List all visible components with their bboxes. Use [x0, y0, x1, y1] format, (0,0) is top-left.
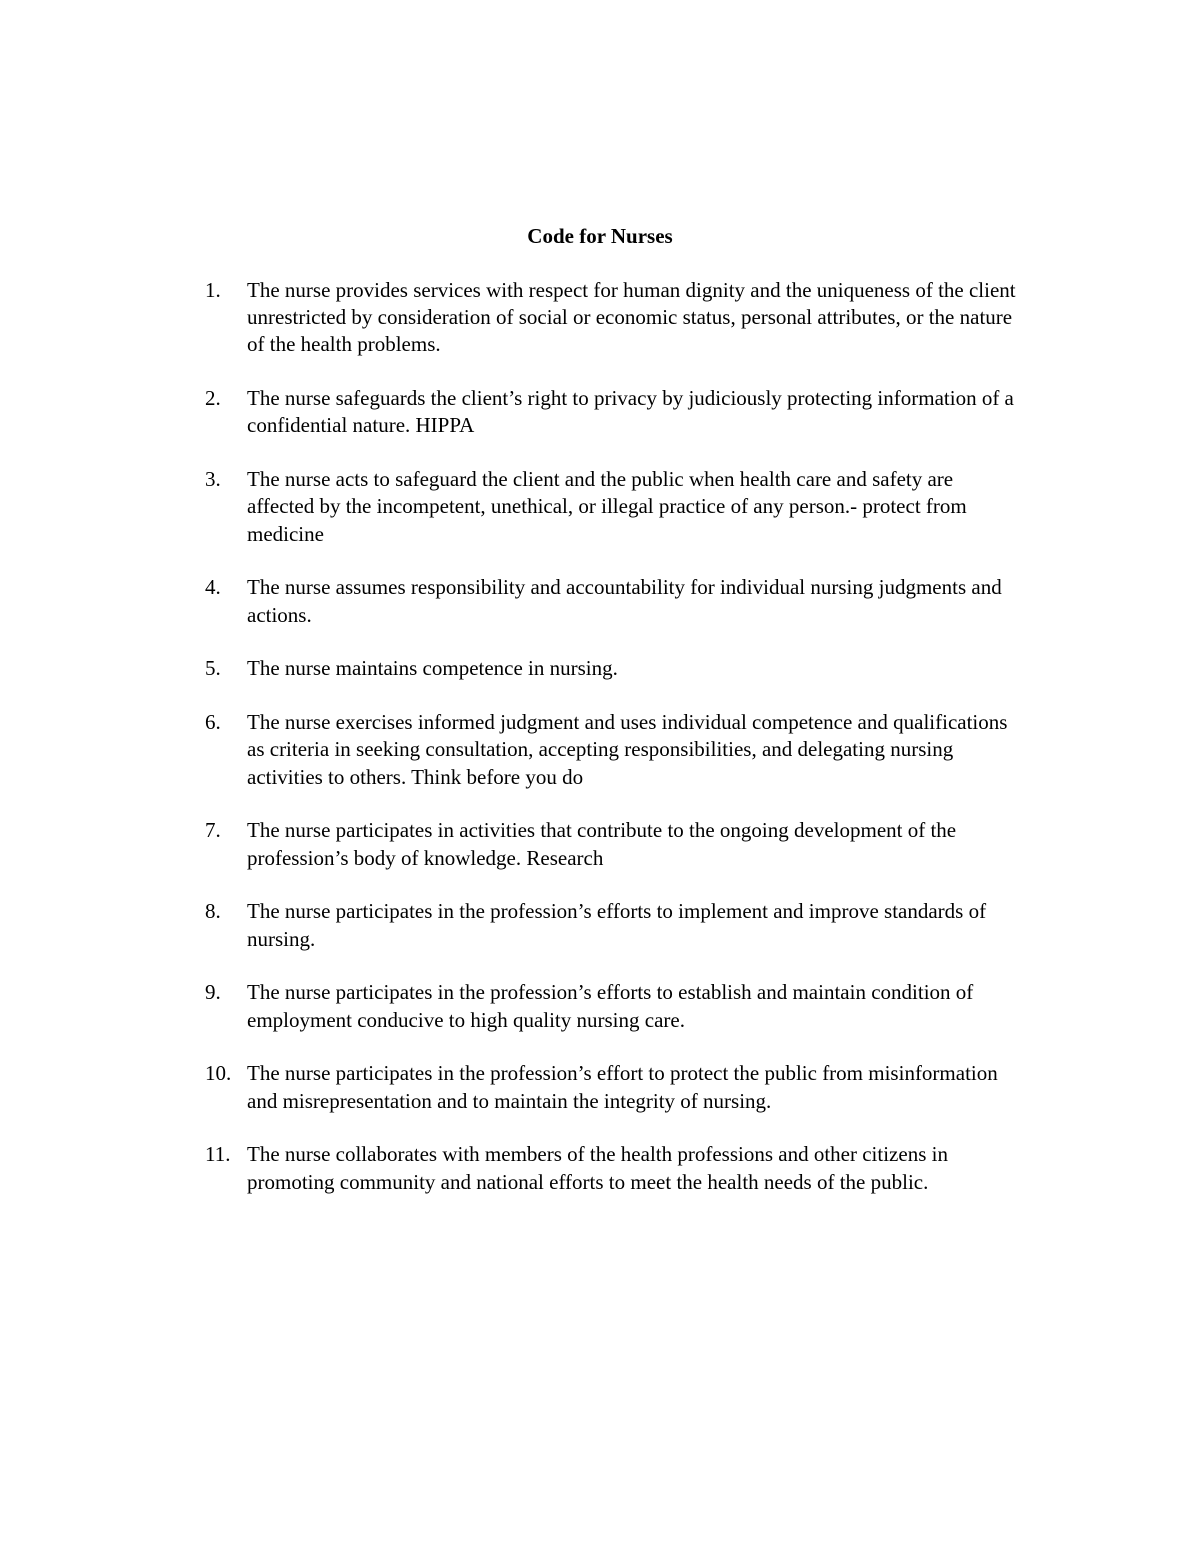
list-item-text: The nurse acts to safeguard the client and the public when health care and safety are affected by the incompetent, unethical, or illegal practice of any person.- protect from medicine — [247, 467, 967, 546]
list-item — [205, 574, 1025, 628]
list-item-number: 8. — [205, 899, 221, 924]
list-item-text: The nurse participates in the profession’s efforts to establish and maintain condition of employment conducive to high quality nursing care. — [247, 980, 974, 1032]
list-item-number: 7. — [205, 818, 221, 843]
list-item-text: The nurse collaborates with members of the health professions and other citizens in promoting community and national efforts to meet the health needs of the public. — [247, 1142, 948, 1194]
list-item-text: The nurse assumes responsibility and accountability for individual nursing judgments and actions. — [247, 575, 1002, 627]
list-item — [205, 466, 1025, 548]
list-item-number: 4. — [205, 575, 221, 600]
list-item-text: The nurse maintains competence in nursing. — [247, 656, 618, 681]
document-title: Code for Nurses — [527, 224, 673, 248]
list-item-number: 9. — [205, 980, 221, 1005]
list-item — [205, 817, 1025, 871]
list-item-text: The nurse participates in activities that contribute to the ongoing development of the profession’s body of knowledge. Research — [247, 818, 957, 870]
list-item — [205, 1141, 1025, 1195]
list-item-text: The nurse provides services with respect for human dignity and the uniqueness of the client unrestricted by consideration of social or economic status, personal attributes, or the nature of the health problems. — [247, 278, 1016, 357]
list-item — [205, 979, 1025, 1033]
list-item — [205, 1060, 1025, 1114]
list-item-number: 3. — [205, 467, 221, 492]
list-item-text: The nurse safeguards the client’s right to privacy by judiciously protecting information of a confidential nature. HIPPA — [247, 386, 1014, 438]
list-item-text: The nurse exercises informed judgment and uses individual competence and qualifications as criteria in seeking consultation, accepting responsibilities, and delegating nursing activities to others. Think before you do — [247, 710, 1008, 789]
list-item-number: 10. — [205, 1061, 232, 1086]
list-item — [205, 655, 1025, 682]
list-item-number: 11. — [205, 1142, 231, 1167]
list-item — [205, 709, 1025, 791]
list-item-text: The nurse participates in the profession’s efforts to implement and improve standards of nursing. — [247, 899, 987, 951]
list-item — [205, 385, 1025, 439]
list-item-number: 6. — [205, 710, 221, 735]
list-item-number: 2. — [205, 386, 221, 411]
list-item-number: 1. — [205, 278, 221, 302]
list-item-number: 5. — [205, 656, 221, 681]
list-item — [205, 898, 1025, 952]
list-item — [205, 277, 1025, 359]
code-list — [205, 277, 1025, 1222]
list-item-text: The nurse participates in the profession’s effort to protect the public from misinformation and misrepresentation and to maintain the integrity of nursing. — [247, 1061, 998, 1113]
